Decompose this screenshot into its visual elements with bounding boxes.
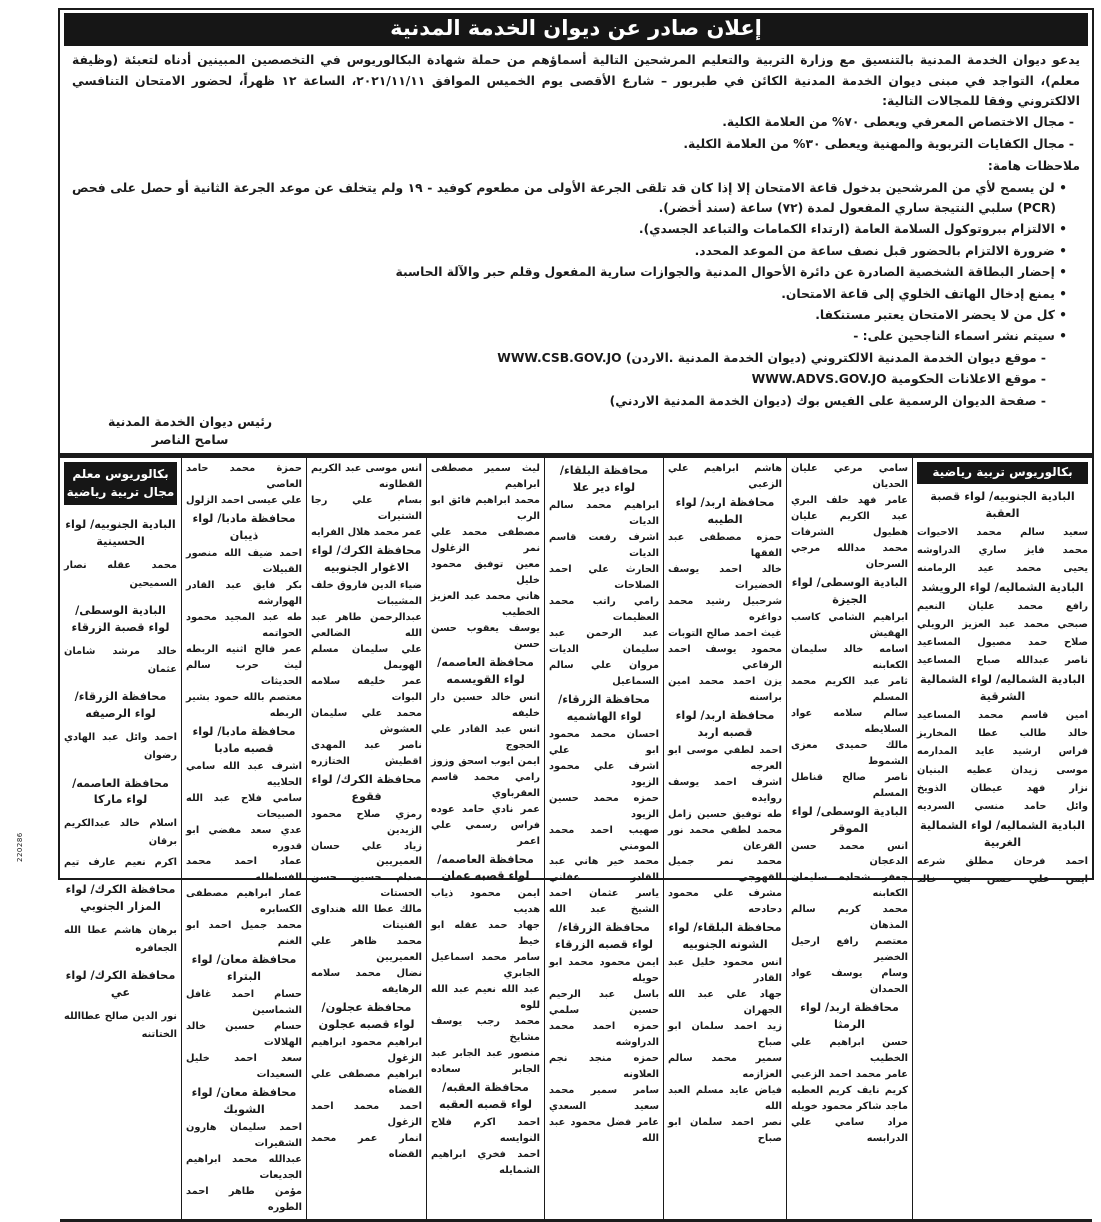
degree-header: بكالوريوس تربية رياضية — [917, 462, 1088, 483]
candidate-name: خالد مرشد شامان عثمان — [64, 646, 177, 675]
candidate-name: ابراهيم محمد سالم الديات — [549, 500, 659, 528]
region-header: محافظة الزرقاء/ لواء قصبه الزرقاء — [555, 921, 653, 952]
candidate-name: عامر فضل محمود عبد الله — [549, 1116, 659, 1144]
candidate-name: محمد لطفي محمد نور القرعان — [668, 824, 782, 852]
candidate-name: ايمن علي حسن بني خالد — [917, 873, 1088, 885]
candidate-name: اسلام خالد عبدالكريم برقان — [64, 818, 177, 847]
candidate-name: هاشم ابراهيم علي الزعبي — [668, 463, 782, 491]
region-header: البادية الوسطى/ لواء قصبة الزرقاء — [71, 604, 170, 635]
candidate-name: يزن احمد محمد امين براسنه — [668, 675, 782, 703]
candidate-name: انمار عمر محمد القضاه — [311, 1132, 422, 1160]
region-header: محافظة الزرقاء/ لواء الرصيفه — [74, 690, 167, 721]
region-header: البادية الشماليه/ لواء الشمالية الغربية — [919, 818, 1085, 849]
candidate-name: عبد الله نعيم عبد الله للوه — [431, 984, 540, 1012]
signature-block — [108, 413, 272, 449]
note-item: • كل من لا يحضر الامتحان يعتبر مستنكفا. — [815, 308, 1067, 323]
candidate-name: حسن ابراهيم علي الخطيب — [791, 1037, 908, 1065]
publish-site: - صفحة الديوان الرسمية على الفيس بوك (ديوان الخدمة المدنية الاردني) — [609, 393, 1046, 408]
candidate-name: جعفر شحاده سليمان الكعابنه — [791, 872, 908, 900]
candidate-name: انس محمد حسن الدعجان — [791, 840, 908, 868]
roster-column — [306, 458, 426, 1218]
candidate-name: نصر احمد سلمان ابو صباح — [668, 1116, 782, 1144]
region-header: محافظة اربد/ لواء الطيبه — [675, 496, 775, 527]
candidate-name: بسام علي رجا الشتيرات — [311, 495, 422, 523]
candidate-name: عدي سعد مفضي ابو قدوره — [186, 824, 302, 852]
candidate-name: احمد اكرم فلاح النوايسه — [431, 1116, 540, 1144]
roster-column — [426, 458, 544, 1218]
candidate-name: هاني محمد عبد العزيز الخطيب — [431, 591, 540, 619]
candidate-name: محمد خير هاني عبد القادر عفاني — [549, 856, 659, 884]
candidate-name: مصطفى محمد علي نمر الزغلول — [431, 527, 540, 555]
region-header: محافظة مادبا/ لواء قصبه مادبا — [192, 724, 296, 755]
region-header: محافظة العاصمه/ لواء قصبه عمان — [437, 852, 534, 883]
region-header: محافظة الكرك/ لواء المزار الجنوبي — [65, 883, 176, 914]
candidate-name: فراس ارشيد عايد المدارمه — [917, 746, 1088, 758]
candidate-name: جهاد حمد عقله ابو خيط — [431, 920, 540, 948]
candidate-name: غيث احمد صالح التوبات — [668, 627, 782, 639]
region-header: محافظة عجلون/ لواء قصبه عجلون — [318, 1001, 415, 1032]
candidate-name: اشرف علي محمود الزيود — [549, 760, 659, 788]
candidate-name: معين توفيق محمود خليل — [431, 559, 540, 587]
score-lines — [72, 112, 1080, 154]
candidate-name: مروان علي سالم السماعيل — [549, 659, 659, 687]
candidate-name: عمار ابراهيم مصطفى الكسابره — [186, 888, 302, 916]
region-header: البادية الجنوبيه/ لواء الحسينية — [65, 518, 176, 549]
region-header: محافظة الزرقاء/ لواء الهاشميه — [558, 692, 650, 723]
signer-title: رئيس ديوان الخدمة المدنية — [108, 414, 273, 430]
score-line: - مجال الكفايات التربوية والمهنية ويعطى ٣٠% من العلامة الكلية. — [683, 136, 1074, 151]
candidate-name: رمزي صلاح محمود الزيدين — [311, 808, 422, 836]
candidate-name: احمد ضيف الله منصور القبيلات — [186, 548, 302, 576]
region-header: محافظة الكرك/ لواء عي — [65, 969, 176, 1000]
roster-table — [60, 453, 1092, 1221]
candidate-name: محمد جميل احمد ابو الغنم — [186, 920, 302, 948]
candidate-name: حمزه منجد نجم العلاونه — [549, 1053, 659, 1080]
candidate-name: عبدالله محمد ابراهيم الجديعات — [186, 1153, 302, 1181]
region-header: محافظة العاصمه/ لواء ماركا — [72, 776, 169, 807]
roster-column — [181, 458, 306, 1218]
region-header: محافظة الكرك/ لواء فقوع — [311, 772, 422, 803]
candidate-name: فياض عايد مسلم العبد الله — [668, 1084, 782, 1112]
candidate-name: رافع محمد عليان النعيم — [917, 600, 1088, 612]
candidate-name: علي سليمان مسلم الهويمل — [311, 643, 422, 671]
candidate-name: صبحي محمد عبد العزيز الرويلي — [917, 618, 1088, 630]
region-header: البادية الشماليه/ لواء الشمالية الشرقية — [919, 673, 1085, 704]
candidate-name: خالد طالب عطا المخاريز — [917, 728, 1088, 740]
notes-list — [72, 178, 1080, 347]
candidate-name: حمزه احمد محمد الدراوشه — [549, 1021, 659, 1049]
page-title: إعلان صادر عن ديوان الخدمة المدنية — [64, 13, 1088, 46]
region-header: محافظة العاصمه/ لواء القويسمه — [437, 655, 534, 686]
candidate-name: سعد احمد خليل السعيدات — [186, 1053, 302, 1080]
candidate-name: سامي فلاح عبد الله الصبيحات — [186, 792, 302, 820]
candidate-name: نور الدين صالح عطاالله الختاتنه — [64, 1011, 177, 1040]
candidate-name: اشرف عبد الله سامي الحلاييه — [186, 760, 302, 788]
candidate-name: صلاح حمد مصيول المساعيد — [917, 637, 1088, 649]
candidate-name: سامي مرعي عليان الحديان — [791, 463, 908, 491]
candidate-name: وسام يوسف عواد الحمدان — [791, 968, 908, 996]
candidate-name: مالك حميدى معزى الشموط — [791, 739, 908, 767]
candidate-name: ابراهيم محمود ابراهيم الزغول — [311, 1037, 422, 1065]
region-header: محافظة اربد/ لواء الرمثا — [800, 1001, 899, 1032]
candidate-name: محمد ابراهيم فائق ابو الرب — [431, 495, 540, 523]
roster-column — [786, 458, 912, 1218]
region-header: محافظة البلقاء/ لواء الشونه الجنوبيه — [668, 921, 782, 952]
roster-column — [60, 458, 181, 1218]
candidate-name: امين قاسم محمد المساعيد — [917, 710, 1088, 722]
candidate-name: مشرف علي محمود دحادحه — [668, 888, 782, 916]
candidate-name: عامر فهد خلف البري — [791, 495, 908, 507]
candidate-name: ابراهيم مصطفى علي القضاه — [311, 1069, 422, 1096]
candidate-name: محمد كريم سالم المذهان — [791, 904, 908, 932]
candidate-name: اشرف احمد يوسف روايده — [668, 776, 782, 804]
announcement-body — [60, 48, 1092, 411]
signer-name: سامح الناصر — [151, 432, 229, 448]
region-header: البادية الوسطى/ لواء الموقر — [791, 804, 908, 835]
note-item: • يمنع إدخال الهاتف الخلوي إلى قاعة الامتحان. — [781, 286, 1067, 301]
candidate-name: اكرم نعيم عارف تيم — [64, 856, 177, 868]
region-header: محافظة البلقاء/ لواء دير علا — [559, 464, 649, 495]
candidate-name: ياسر عثمان احمد الشيخ عبد الله — [549, 888, 659, 916]
region-header: البادية الشماليه/ لواء الرويشد — [921, 580, 1084, 594]
candidate-name: انس خالد حسين دار خليفه — [431, 691, 540, 719]
candidate-name: محمود يوسف احمد الرفاعي — [668, 643, 782, 671]
candidate-name: احمد لطفي موسى ابو العرجه — [668, 744, 782, 772]
candidate-name: حسام حسين خالد الهلالات — [186, 1021, 302, 1049]
candidate-name: ناصر عبدالله صباح المساعيد — [917, 655, 1088, 667]
candidate-name: محمد فايز ساري الدراوشه — [917, 544, 1088, 556]
region-header: البادية الوسطى/ لواء الجيزة — [791, 576, 908, 607]
candidate-name: فراس رسمي علي اعمر — [431, 819, 540, 847]
candidate-name: الحارث علي احمد الصلاحات — [549, 564, 659, 592]
roster-column — [912, 458, 1092, 1218]
roster-column — [544, 458, 663, 1218]
publish-site: - موقع ديوان الخدمة المدنية الالكتروني (ديوان الخدمة المدنية .الاردن) WWW.CSB.GOV.JO — [497, 350, 1046, 365]
candidate-name: معتصم رافع ارحيل الخضير — [791, 936, 908, 964]
candidate-name: يوسف يعقوب حسن حسن — [431, 623, 540, 650]
candidate-name: رامي راتب محمد العظيمات — [549, 596, 659, 623]
candidate-name: صدام حسين حسن الحستات — [311, 872, 422, 900]
candidate-name: محمد ظاهر علي العميريين — [311, 936, 422, 964]
candidate-name: ثامر عبد الكريم محمد المسلم — [791, 675, 908, 703]
candidate-name: ايمن محمود محمد ابو حويله — [549, 957, 659, 985]
announcement-frame — [58, 8, 1094, 1213]
candidate-name: رامي محمد قاسم العقرباوي — [431, 771, 540, 799]
candidate-name: عمر خليفه سلامه البوات — [311, 675, 422, 703]
candidate-name: احسان محمد محمود ابو علي — [549, 728, 659, 756]
candidate-name: سمير محمد سالم العزازمه — [668, 1053, 782, 1080]
note-item: • لن يسمح لأي من المرشحين بدخول قاعة الامتحان إلا إذا كان قد تلقى الجرعة الأولى من مطعوم كوفيد - ١٩ ولم يتخلف عن موعد الجرعة الثانية أو حصل على فحص (PCR) سلبي النتيجة ساري المفعول لمدة (٧٢) ساعة (سند أخضر). — [72, 180, 1067, 216]
note-item: • ضرورة الالتزام بالحضور قبل نصف ساعة من الموعد المحدد. — [694, 243, 1067, 258]
candidate-name: عبد الرحمن عبد سليمان الديات — [549, 627, 659, 655]
candidate-name: محمد مدالله مرجي السرحان — [791, 543, 908, 571]
note-item: • الالتزام ببروتوكول السلامة العامة (ارتداء الكمامات والتباعد الجسدي). — [638, 222, 1067, 237]
note-item: • سيتم نشر اسماء الناجحين على: - — [853, 329, 1067, 344]
roster-column — [663, 458, 786, 1218]
candidate-name: ايمن ايوب اسحق وزوز — [431, 755, 540, 767]
candidate-name: عمر فالح اثنيه الربطه — [186, 643, 302, 655]
candidate-name: ابراهيم الشامي كاسب الهقيش — [791, 612, 908, 639]
candidate-name: يحيى محمد عيد الرمامنه — [917, 562, 1088, 574]
candidate-name: احمد فخري ابراهيم الشمايله — [431, 1148, 540, 1176]
candidate-name: ماجد شاكر محمود خويله — [791, 1100, 908, 1112]
candidate-name: كريم نايف كريم العطيه — [791, 1084, 908, 1096]
candidate-name: طه عبد المجيد محمود الحواتمه — [186, 612, 302, 639]
candidate-name: عماد احمد محمد الفساطله — [186, 856, 302, 884]
candidate-name: محمد علي سليمان العشوش — [311, 707, 422, 735]
candidate-name: معتصم بالله حمود بشير الربطه — [186, 691, 302, 719]
candidate-name: انس عبد القادر علي الحجوج — [431, 723, 540, 751]
candidate-name: انس موسى عبد الكريم القطاونه — [311, 463, 422, 491]
candidate-name: وائل حامد منسي السرديه — [917, 800, 1088, 812]
candidate-name: احمد سليمان هارون الشقيرات — [186, 1121, 302, 1149]
footer-code: 220286 — [16, 832, 24, 862]
candidate-name: جهاد علي عبد الله الجهران — [668, 989, 782, 1017]
candidate-name: باسل عبد الرحيم حسين سلمي — [549, 989, 659, 1017]
region-header: محافظة الكرك/ لواء الاغوار الجنوبيه — [311, 544, 422, 575]
candidate-name: عامر محمد احمد الزعبي — [791, 1069, 908, 1080]
candidate-name: محمد رجب يوسف مشايخ — [431, 1016, 540, 1044]
candidate-name: خالد احمد يوسف الخضيرات — [668, 564, 782, 592]
candidate-name: سامر سمير محمد سعيد السعدي — [549, 1084, 659, 1112]
candidate-name: احمد وائل عبد الهادي رضوان — [64, 732, 177, 761]
candidate-name: نزار فهد عيطان الذويخ — [917, 782, 1088, 794]
notes-heading: ملاحظات هامة: — [987, 159, 1080, 174]
publish-site: - موقع الاعلانات الحكومية WWW.ADVS.GOV.JO — [751, 372, 1046, 387]
candidate-name: انس محمود خليل عبد القادر — [668, 957, 782, 985]
candidate-name: اشرف رفعت قاسم الديات — [549, 532, 659, 560]
score-line: - مجال الاختصاص المعرفي ويعطى ٧٠% من العلامة الكلية. — [722, 115, 1074, 130]
candidate-name: ليث حرب سالم الحديثات — [186, 659, 302, 687]
candidate-name: بكر فايق عبد القادر الهوارشه — [186, 580, 302, 608]
candidate-name: سالم سلامه عواد السلايطه — [791, 707, 908, 735]
candidate-name: صهيب احمد محمد المومني — [549, 824, 659, 852]
publish-sites-list — [72, 348, 1080, 411]
candidate-name: علي عيسى احمد الزلول — [186, 495, 302, 507]
candidate-name: مؤمن طاهر احمد الطوره — [186, 1185, 302, 1213]
region-header: البادية الجنوبيه/ لواء قصبة العقبة — [930, 489, 1075, 520]
candidate-name: زيد احمد سلمان ابو صباح — [668, 1021, 782, 1049]
candidate-name: حمزة محمد حامد العاصي — [186, 463, 302, 491]
candidate-name: حمزه محمد حسين الزيود — [549, 792, 659, 820]
candidate-name: شرحبيل رشيد محمد دواغره — [668, 596, 782, 623]
candidate-name: سامر محمد اسماعيل الجابري — [431, 952, 540, 980]
candidate-name: برهان هاشم عطا الله الجعافره — [64, 925, 177, 954]
candidate-name: موسى زيدان عطيه البنيان — [917, 764, 1088, 776]
candidate-name: نضال محمد سلامه الرهايفه — [311, 968, 422, 996]
candidate-name: ليث سمير مصطفى ابراهيم — [431, 463, 540, 491]
candidate-name: ناصر صالح قناطل المسلم — [791, 771, 908, 799]
region-header: محافظة مادبا/ لواء ذيبان — [192, 512, 296, 543]
candidate-name: عبد الكريم عليان هطيول الشرفات — [791, 511, 908, 539]
region-header: محافظة معان/ لواء البتراء — [191, 953, 297, 984]
candidate-name: احمد محمد احمد الزغول — [311, 1100, 422, 1128]
candidate-name: حسام احمد غافل الشماسين — [186, 989, 302, 1017]
candidate-name: زياد علي حسان العميريين — [311, 840, 422, 868]
intro-paragraph: يدعو ديوان الخدمة المدنية بالتنسيق مع وزارة التربية والتعليم المرشحين التالية أسماؤهم من حملة شهادة البكالوريوس في التخصصين المبينين أدناه لتعبئة (وظيفة معلم)، التواجد في مبنى ديوان الخدمة المدنية الكائن في طبربور – شارع الأقصى يوم الخميس الموافق ٢٠٢١/١١/١١، الساعة ١٢ ظهراً، لحضور الامتحان التنافسي الالكتروني وفقا للمجالات التالية: — [72, 53, 1080, 108]
candidate-name: عبدالرحمن طاهر عبد الله الضالعي — [311, 612, 422, 639]
candidate-name: عمر محمد هلال الفرايه — [311, 527, 422, 539]
candidate-name: طه توفيق حسين زامل — [668, 808, 782, 820]
candidate-name: احمد فرحان مطلق شرعه — [917, 855, 1088, 867]
candidate-name: ناصر عبد المهدى اقطيش الختازره — [311, 739, 422, 767]
candidate-name: حمزه مصطفى عبد الفقها — [668, 532, 782, 560]
candidate-name: محمد عقله نصار السميحين — [64, 560, 177, 589]
candidate-name: مراد سامي علي الدرابسه — [791, 1116, 908, 1144]
note-item: • إحضار البطاقة الشخصية الصادرة عن دائرة الأحوال المدنية والجوازات سارية المفعول وقلم حبر والآلة الحاسبة — [395, 265, 1067, 280]
candidate-name: منصور عبد الجابر عبد الجابر سعاده — [431, 1048, 540, 1076]
candidate-name: اسامه خالد سليمان الكعابنه — [791, 643, 908, 671]
region-header: محافظة اربد/ لواء قصبه اربد — [675, 708, 775, 739]
candidate-name: ضياء الدين فاروق خلف المشيبات — [311, 580, 422, 608]
candidate-name: عمر نادي حامد عوده — [431, 803, 540, 815]
candidate-name: محمد نمر جميل القهوجي — [668, 856, 782, 884]
region-header: محافظة العقبه/ لواء قصبه العقبه — [439, 1081, 532, 1111]
candidate-name: مالك عطا الله هنداوى الفنيتات — [311, 904, 422, 932]
region-header: محافظة معان/ لواء الشوبك — [191, 1085, 297, 1116]
candidate-name: ايمن محمود ذياب هديب — [431, 888, 540, 916]
degree-header: بكالوريوس معلم مجال تربية رياضية — [64, 462, 177, 505]
candidate-name: سعيد سالم محمد الاحيوات — [917, 526, 1088, 538]
